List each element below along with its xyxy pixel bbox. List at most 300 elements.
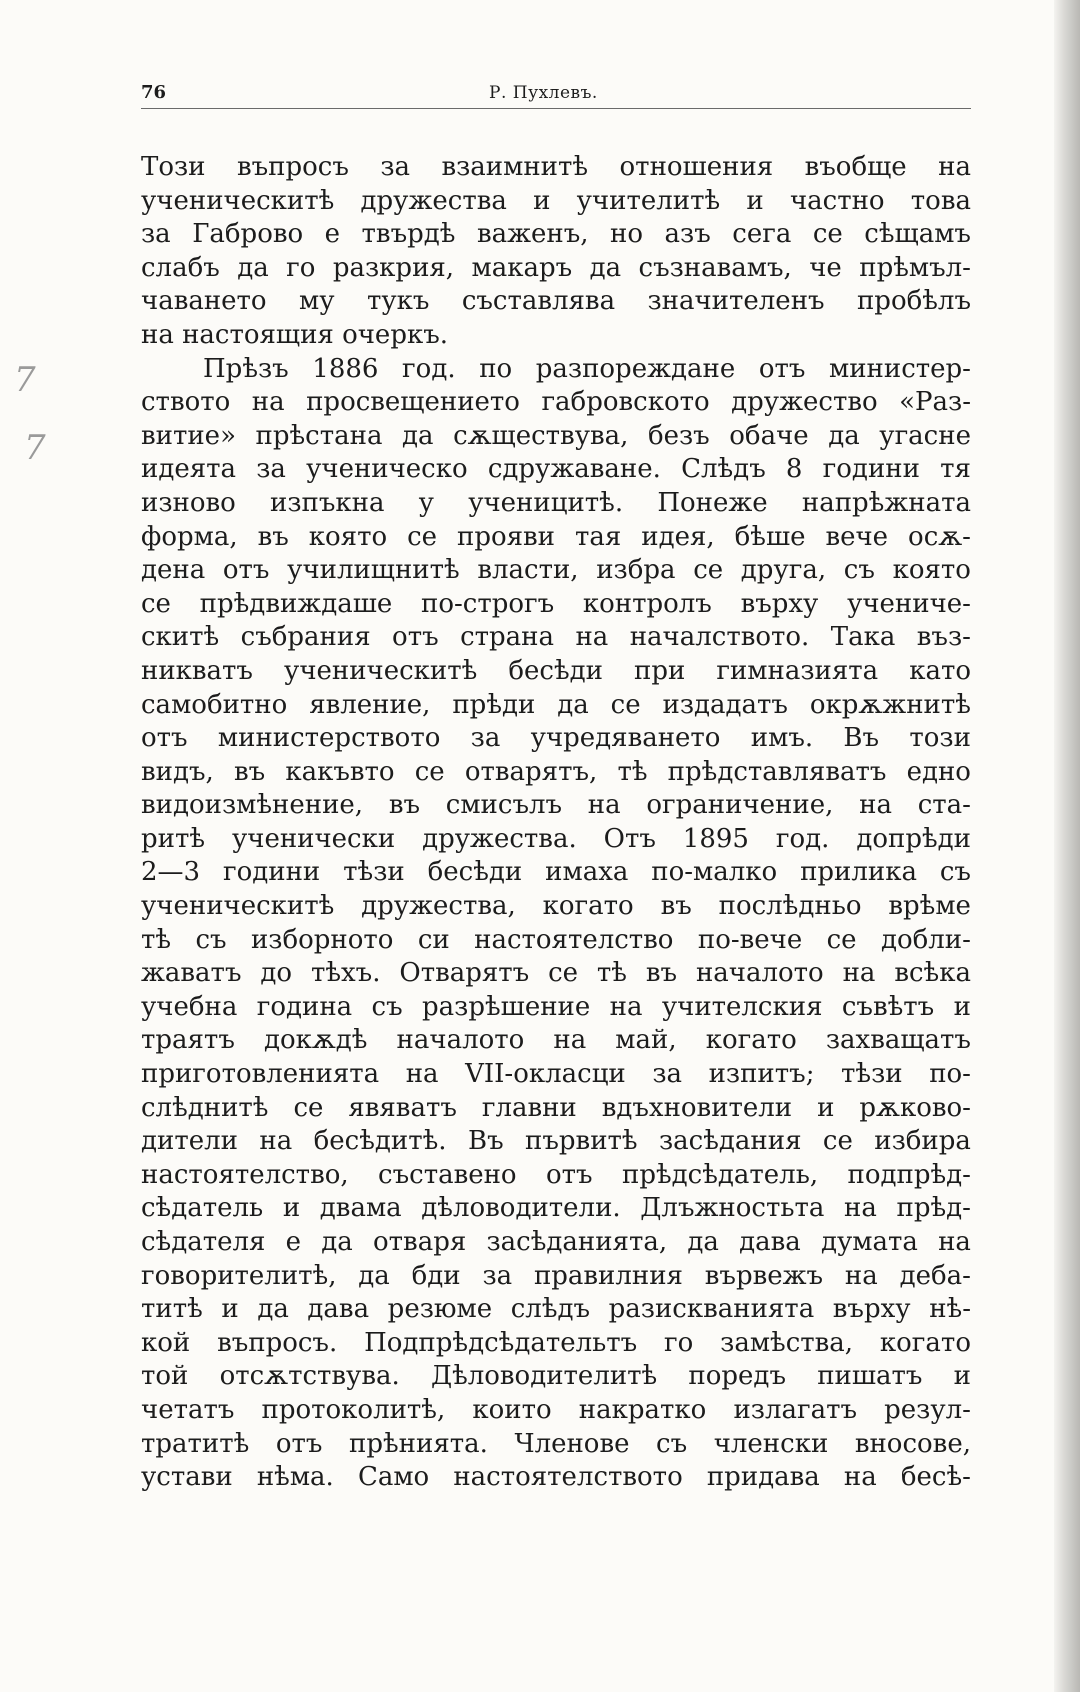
word: ученическо	[306, 454, 468, 485]
word: дѣловодители.	[421, 1193, 621, 1224]
word: прѣстана	[255, 420, 383, 451]
word: сѣдатель	[141, 1193, 264, 1224]
word: говорителитѣ,	[141, 1260, 337, 1291]
word: учредяването	[530, 723, 721, 754]
text-line	[141, 218, 971, 252]
text-line	[141, 924, 971, 958]
word: твърдѣ	[361, 219, 456, 250]
word: просвещението	[306, 387, 520, 418]
word: и	[953, 991, 971, 1022]
word: съ	[195, 924, 227, 955]
word: когато	[879, 1327, 971, 1358]
word: имаха	[545, 857, 629, 888]
word: Отварятъ	[399, 958, 530, 989]
text-line	[141, 1058, 971, 1092]
word: дава	[307, 1294, 370, 1325]
word: власти,	[477, 555, 579, 586]
word: пробѣлъ	[856, 286, 971, 317]
word: год.	[775, 823, 830, 854]
word: години	[222, 857, 321, 888]
word: се	[822, 1126, 853, 1157]
word: се	[812, 219, 843, 250]
text-line	[141, 252, 971, 286]
word: прилика	[800, 857, 917, 888]
word: за	[256, 454, 286, 485]
running-head: Р. Пухлевъ.	[489, 83, 598, 103]
word: едно	[906, 756, 971, 787]
word: се	[548, 958, 579, 989]
word: думата	[820, 1227, 918, 1257]
word: у	[418, 487, 434, 518]
word: значителенъ	[647, 286, 825, 317]
word: Подпрѣдсѣдательтъ	[364, 1327, 638, 1358]
word: «Раз-	[899, 387, 971, 418]
word: се	[407, 521, 438, 552]
word: на	[609, 991, 643, 1022]
word: отварятъ,	[464, 756, 598, 787]
page-edge-shadow	[1054, 0, 1080, 1692]
word: дружество	[731, 387, 878, 418]
word: тратитѣ	[141, 1428, 250, 1459]
word: прояви	[457, 521, 555, 552]
text-line	[141, 353, 971, 387]
word: какъвто	[285, 756, 395, 787]
word: 2—3	[141, 857, 201, 888]
word: устави	[141, 1462, 233, 1493]
word: го	[664, 1327, 694, 1358]
word: въ	[645, 958, 678, 989]
text-line	[141, 823, 971, 857]
word: тѣхъ.	[310, 958, 381, 989]
word: се	[141, 588, 171, 619]
text-line	[141, 386, 971, 420]
word: придава	[706, 1462, 820, 1493]
word: тѣзи	[841, 1059, 903, 1090]
word: на	[843, 1462, 877, 1493]
word: титѣ	[141, 1294, 203, 1325]
word: вдъхновители	[601, 1092, 793, 1123]
word: ученическитѣ	[141, 891, 335, 922]
word: явяватъ	[348, 1092, 457, 1123]
word: вече	[825, 521, 889, 552]
text-line	[141, 1461, 971, 1495]
word: сѣщамъ	[864, 219, 971, 250]
word: изпитъ;	[708, 1059, 815, 1090]
word: година	[256, 991, 353, 1022]
text-line	[141, 756, 971, 790]
word: на	[587, 790, 621, 821]
text-line	[141, 621, 971, 655]
word: сѣдателя	[141, 1227, 266, 1257]
word: скитѣ	[141, 622, 220, 653]
word: пишатъ	[817, 1361, 923, 1392]
word: дружества.	[422, 823, 577, 854]
word: и	[746, 185, 764, 216]
word: върху	[832, 1294, 911, 1325]
word: въ	[233, 756, 266, 787]
word: да	[358, 1260, 390, 1291]
text-line	[141, 1092, 971, 1126]
word: Понеже	[657, 487, 768, 518]
word: отношения	[619, 152, 774, 182]
word: бѣше	[734, 521, 806, 552]
word: че	[809, 252, 842, 283]
text-line	[141, 151, 971, 185]
word: докѫдѣ	[263, 1025, 368, 1056]
word: съзнавамъ,	[638, 252, 792, 283]
word: и	[533, 185, 551, 216]
word: замѣства,	[720, 1327, 854, 1358]
word: дава	[739, 1227, 801, 1257]
text-line	[141, 185, 971, 219]
margin-pencil-mark: 7	[24, 428, 46, 468]
text-line	[141, 1428, 971, 1462]
word: на	[259, 1126, 293, 1157]
word: по-строгъ	[420, 588, 555, 619]
word: началството.	[629, 622, 810, 653]
word: отсѫтствува.	[219, 1361, 400, 1392]
word: тя	[940, 454, 971, 485]
word: тѣ	[596, 958, 627, 989]
text-line	[141, 1192, 971, 1226]
word: това	[910, 185, 971, 216]
word: ограничение,	[646, 790, 834, 821]
word: 1886	[312, 353, 379, 384]
text-line	[141, 991, 971, 1025]
word: врѣме	[888, 891, 971, 922]
word: дители	[141, 1126, 238, 1157]
text-line	[141, 319, 971, 353]
word: съ	[939, 857, 971, 888]
word: въпросъ	[236, 152, 349, 182]
text-line	[141, 655, 971, 689]
word: на	[859, 790, 892, 821]
word: прѣд-	[896, 1193, 971, 1224]
word: чаването	[141, 286, 267, 317]
word: настоятелство,	[141, 1159, 349, 1190]
word: въ	[660, 891, 692, 922]
word: прѣдвиждаше	[199, 588, 393, 619]
word: бесѣ-	[900, 1462, 971, 1493]
text-line	[141, 1394, 971, 1428]
word: се	[414, 756, 445, 787]
word: деба-	[899, 1260, 971, 1291]
word: 1895	[682, 823, 749, 854]
word: да	[237, 252, 269, 283]
text-line	[141, 1226, 971, 1260]
word: да	[402, 420, 434, 451]
body-text	[141, 151, 971, 1495]
word: издадатъ	[662, 689, 788, 720]
word: протоколитѣ,	[261, 1394, 446, 1425]
word: по-	[929, 1059, 971, 1090]
word: членски	[713, 1428, 829, 1459]
word: ритѣ	[141, 823, 206, 854]
word: сдружаване.	[487, 454, 661, 485]
word: съвѣтъ	[841, 991, 935, 1022]
word: учебна	[141, 991, 238, 1022]
word: разкрия,	[332, 252, 455, 283]
word: върху	[740, 588, 819, 619]
word: разрѣшение	[422, 991, 591, 1022]
word: да	[321, 1227, 353, 1257]
word: бесѣди	[427, 857, 523, 888]
word: угасне	[879, 420, 971, 451]
word: бди	[411, 1260, 461, 1291]
text-line	[141, 453, 971, 487]
word: на	[844, 1193, 877, 1224]
word: на	[405, 1059, 439, 1090]
text-line	[141, 890, 971, 924]
text-line	[141, 285, 971, 319]
word: се	[826, 924, 857, 955]
text-line	[141, 588, 971, 622]
word: страна	[460, 622, 554, 653]
word: прѣди	[452, 689, 536, 720]
word: добли-	[880, 924, 971, 955]
text-line	[141, 689, 971, 723]
word: която	[892, 555, 971, 586]
word: тѣзи	[343, 857, 405, 888]
word: събрания	[240, 622, 371, 653]
word: обаче	[729, 420, 809, 451]
word: макаръ	[471, 252, 573, 283]
word: сѫществува,	[453, 420, 629, 451]
word: слѣднитѣ	[141, 1092, 269, 1123]
word: Въ	[467, 1126, 504, 1157]
word: Дѣловодителитѣ	[430, 1361, 658, 1392]
word: идея,	[641, 521, 715, 552]
word: министерството	[217, 723, 441, 754]
word: го	[286, 252, 316, 283]
word: на	[575, 622, 609, 653]
word: дружества	[360, 185, 507, 216]
word: бесѣди	[508, 655, 603, 686]
text-line	[141, 856, 971, 890]
word: за	[482, 1260, 513, 1291]
word: год.	[402, 353, 456, 384]
word: учителския	[661, 991, 823, 1022]
word: двама	[319, 1193, 402, 1224]
word: Членове	[514, 1428, 630, 1459]
word: прѣдставляватъ	[667, 756, 887, 787]
word: му	[299, 286, 335, 317]
word: министер-	[828, 353, 971, 384]
word: Слѣдъ	[681, 454, 766, 485]
word: тѣ	[617, 756, 648, 787]
text-line	[141, 1327, 971, 1361]
word: за	[380, 152, 411, 182]
word: по-малко	[651, 857, 778, 888]
word: учителитѣ	[576, 185, 721, 216]
word: когато	[705, 1025, 797, 1056]
word: 8	[785, 454, 803, 485]
word: приготовленията	[141, 1059, 380, 1090]
line-text: на настоящия очеркъ.	[141, 319, 449, 350]
word: ученически	[231, 823, 396, 854]
word: послѣдньо	[718, 891, 862, 922]
word: азъ	[664, 219, 711, 250]
word: отъ	[546, 1159, 593, 1190]
word: е	[285, 1227, 302, 1257]
word: напрѣжната	[801, 487, 971, 518]
word: габровското	[541, 387, 710, 418]
word: на	[844, 1260, 878, 1291]
text-line	[141, 1159, 971, 1193]
text-line	[141, 789, 971, 823]
text-line	[141, 1260, 971, 1294]
word: избира	[874, 1126, 971, 1157]
word: да	[828, 420, 860, 451]
word: да	[589, 252, 622, 283]
word: и	[221, 1294, 239, 1325]
word: смисълъ	[445, 790, 563, 821]
word: Длъжностьта	[640, 1193, 825, 1224]
word: той	[141, 1361, 189, 1392]
word: и	[817, 1092, 835, 1123]
word: да	[557, 689, 589, 720]
word: осѫ-	[908, 521, 971, 552]
word: е	[324, 219, 341, 250]
word: всѣка	[894, 958, 971, 989]
word: и	[282, 1193, 301, 1224]
word: жаватъ	[141, 958, 242, 989]
word: ста-	[917, 790, 971, 821]
word: вносове,	[854, 1428, 971, 1459]
word: като	[909, 655, 971, 686]
word: захващатъ	[825, 1025, 971, 1056]
word: които	[472, 1394, 552, 1425]
word: въз-	[916, 622, 971, 653]
word: имъ.	[750, 723, 814, 754]
word: си	[417, 924, 450, 955]
word: съставено	[378, 1159, 517, 1190]
word: на	[251, 387, 285, 418]
word: но	[610, 219, 644, 250]
word: отваря	[373, 1227, 467, 1257]
word: отъ	[758, 353, 806, 384]
margin-pencil-mark: 7	[14, 360, 36, 400]
word: май,	[615, 1025, 677, 1056]
word: на	[842, 958, 876, 989]
word: резул-	[884, 1394, 971, 1425]
word: този	[909, 723, 971, 754]
word: настоятелството	[453, 1462, 683, 1493]
text-line	[141, 521, 971, 555]
word: засѣданията,	[486, 1227, 668, 1257]
word: слабъ	[141, 252, 220, 283]
word: VII-окласци	[465, 1059, 626, 1090]
word: отъ	[392, 622, 439, 653]
word: се	[693, 555, 724, 586]
word: траятъ	[141, 1025, 235, 1056]
word: съ	[843, 555, 875, 586]
word: ученическитѣ	[141, 185, 335, 216]
word: ството	[141, 387, 231, 418]
word: рѫково-	[859, 1092, 971, 1123]
word: окрѫжнитѣ	[809, 689, 971, 720]
word: Само	[357, 1462, 430, 1493]
word: на	[938, 152, 971, 182]
word: ученическитѣ	[284, 655, 478, 686]
word: за	[141, 219, 171, 250]
text-line	[141, 1293, 971, 1327]
word: важенъ,	[476, 219, 589, 250]
word: тукъ	[366, 286, 430, 317]
word: на	[938, 1227, 971, 1257]
word: Прѣзъ	[203, 353, 289, 384]
word: Въ	[843, 723, 880, 754]
word: въпросъ.	[217, 1327, 338, 1358]
word: се	[610, 689, 641, 720]
word: слѣдъ	[510, 1294, 591, 1325]
text-line	[141, 1125, 971, 1159]
word: изново	[141, 487, 236, 518]
word: идеята	[141, 454, 237, 485]
word: дружества,	[361, 891, 516, 922]
word: ученицитѣ.	[468, 487, 624, 518]
word: накратко	[578, 1394, 707, 1425]
text-line	[141, 957, 971, 991]
word: безъ	[647, 420, 710, 451]
word: и	[953, 1361, 971, 1392]
word: съ	[656, 1428, 688, 1459]
word: тая	[574, 521, 622, 552]
word: прѣдсѣдатель,	[622, 1159, 819, 1190]
word: излагатъ	[733, 1394, 858, 1425]
word: изборното	[250, 924, 394, 955]
word: за	[652, 1059, 683, 1090]
word: разпореждане	[535, 353, 736, 384]
word: допрѣди	[856, 823, 971, 854]
word: засѣдания	[659, 1126, 802, 1157]
word: първитѣ	[525, 1126, 638, 1157]
header-rule	[141, 108, 971, 109]
word: години	[822, 454, 920, 485]
word: взаимнитѣ	[441, 152, 589, 182]
word: главни	[481, 1092, 577, 1123]
word: форма,	[141, 521, 238, 552]
word: отъ	[222, 555, 270, 586]
word: отъ	[275, 1428, 323, 1459]
word: четатъ	[141, 1394, 235, 1425]
word: Отъ	[603, 823, 656, 854]
word: съставлява	[461, 286, 616, 317]
word: самобитно	[141, 689, 288, 720]
word: учениче-	[847, 588, 971, 619]
word: Така	[830, 622, 896, 653]
word: при	[634, 655, 686, 686]
word: отъ	[141, 723, 188, 754]
word: се	[293, 1092, 324, 1123]
word: разискванията	[608, 1294, 815, 1325]
word: която	[308, 521, 388, 552]
word: до	[260, 958, 293, 989]
word: училищнитѣ	[287, 555, 460, 586]
word: никватъ	[141, 655, 253, 686]
word: когато	[542, 891, 634, 922]
word: въ	[257, 521, 289, 552]
word: сега	[732, 219, 792, 250]
word: Този	[141, 152, 206, 182]
word: кой	[141, 1327, 191, 1358]
word: частно	[789, 185, 885, 216]
word: въобще	[804, 152, 907, 182]
word: вървежъ	[704, 1260, 824, 1291]
word: за	[470, 723, 501, 754]
word: явление,	[309, 689, 431, 720]
word: нѣма.	[256, 1462, 334, 1493]
